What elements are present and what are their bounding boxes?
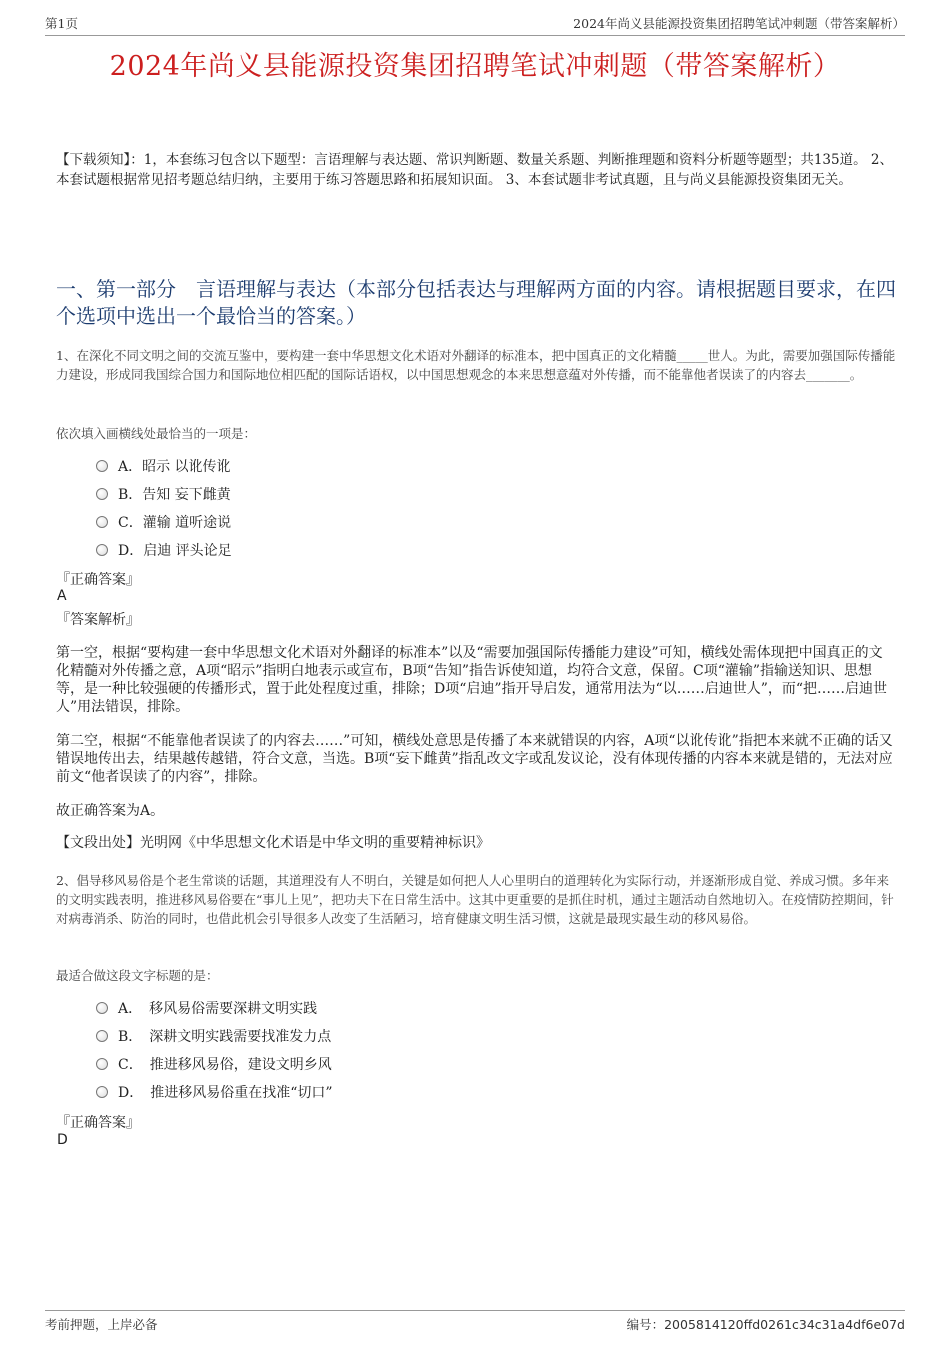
- option-label: D．启迪 评头论足: [118, 543, 232, 559]
- answer-label: 『正确答案』: [56, 572, 140, 588]
- radio-icon[interactable]: [96, 488, 108, 500]
- answer-value: D: [57, 1132, 68, 1148]
- page-header: [45, 14, 905, 36]
- footer-code: [627, 1315, 905, 1333]
- option-d[interactable]: [96, 536, 232, 564]
- radio-icon[interactable]: [96, 460, 108, 472]
- option-a[interactable]: [96, 994, 333, 1022]
- section-heading: 一、第一部分 言语理解与表达（本部分包括表达与理解两方面的内容。请根据题目要求，在四个选项中选出一个最恰当的答案。）: [56, 277, 896, 328]
- page-footer: [45, 1310, 905, 1333]
- option-label: B．告知 妄下雌黄: [118, 487, 231, 503]
- radio-icon[interactable]: [96, 544, 108, 556]
- document-title: 2024年尚义县能源投资集团招聘笔试冲刺题（带答案解析）: [109, 51, 841, 82]
- radio-icon[interactable]: [96, 1002, 108, 1014]
- radio-icon[interactable]: [96, 516, 108, 528]
- analysis-conclusion: 故正确答案为A。: [56, 803, 165, 819]
- analysis-paragraph-2: 第二空，根据“不能靠他者误读了的内容去……”可知，横线处意思是传播了本来就错误的内容，A项“以讹传讹”指把本来就不正确的话又错误地传出去，结果越传越错，符合文意，当选。B项“妄下雌黄”指乱改文字或乱发议论，没有体现传播的内容本来就是错的，无法对应前文“他者误读了的内容”，排除。: [56, 733, 893, 785]
- header-doc-title: 2024年尚义县能源投资集团招聘笔试冲刺题（带答案解析）: [573, 16, 905, 31]
- question-2-options: [96, 994, 333, 1106]
- radio-icon[interactable]: [96, 1030, 108, 1042]
- passage-source: 【文段出处】光明网《中华思想文化术语是中华文明的重要精神标识》: [56, 835, 490, 851]
- footer-code-label: 编号：: [626, 1317, 665, 1332]
- radio-icon[interactable]: [96, 1058, 108, 1070]
- option-label: A．昭示 以讹传讹: [118, 459, 231, 475]
- option-a[interactable]: [96, 452, 232, 480]
- question-2-stem: 2、倡导移风易俗是个老生常谈的话题，其道理没有人不明白，关键是如何把人人心里明白的道理转化为实际行动，并逐渐形成自觉、养成习惯。多年来的文明实践表明，推进移风易俗要在“事儿上见”，把功夫下在日常生活中。这其中更重要的是抓住时机，通过主题活动自然地切入。在疫情防控期间，针对病毒消杀、防治的同时，也借此机会引导很多人改变了生活陋习，培育健康文明生活习惯，这就是最现实最生动的移风易俗。: [56, 873, 894, 926]
- page-number: 第1页: [45, 16, 78, 31]
- option-label: D． 推进移风易俗重在找准“切口”: [118, 1085, 333, 1101]
- option-label: C．灌输 道听途说: [118, 515, 232, 531]
- option-c[interactable]: [96, 508, 232, 536]
- question-1-stem: 1、在深化不同文明之间的交流互鉴中，要构建一套中华思想文化术语对外翻译的标准本，把中国真正的文化精髓_____世人。为此，需要加强国际传播能力建设，形成同我国综合国力和国际地位相匹配的国际话语权，以中国思想观念的本来思想意蕴对外传播，而不能靠他者误读了的内容去_______。: [56, 348, 896, 382]
- answer-label: 『正确答案』: [56, 1115, 140, 1131]
- question-1-prompt: 依次填入画横线处最恰当的一项是：: [56, 426, 257, 441]
- analysis-paragraph-1: 第一空，根据“要构建一套中华思想文化术语对外翻译的标准本”以及“需要加强国际传播能力建设”可知，横线处需体现把中国真正的文化精髓对外传播之意，A项“昭示”指明白地表示或宣布，B项“告知”指告诉使知道，均符合文意，保留。C项“灌输”指输送知识、思想等，是一种比较强硬的传播形式，置于此处程度过重，排除；D项“启迪”指开导启发，通常用法为“以……启迪世人”，而“把……启迪世人”用法错误，排除。: [56, 645, 888, 715]
- question-1-options: [96, 452, 232, 564]
- answer-value: A: [57, 588, 67, 604]
- analysis-label: 『答案解析』: [56, 612, 140, 628]
- option-c[interactable]: [96, 1050, 333, 1078]
- option-b[interactable]: [96, 1022, 333, 1050]
- option-b[interactable]: [96, 480, 232, 508]
- question-2-prompt: 最适合做这段文字标题的是：: [56, 968, 219, 983]
- footer-slogan: 考前押题，上岸必备: [45, 1317, 158, 1332]
- option-label: B． 深耕文明实践需要找准发力点: [118, 1029, 332, 1045]
- option-d[interactable]: [96, 1078, 333, 1106]
- option-label: A． 移风易俗需要深耕文明实践: [118, 1001, 318, 1017]
- radio-icon[interactable]: [96, 1086, 108, 1098]
- option-label: C． 推进移风易俗，建设文明乡风: [118, 1057, 332, 1073]
- download-notice: 【下载须知】：1，本套练习包含以下题型：言语理解与表达题、常识判断题、数量关系题、判断推理题和资料分析题等题型；共135道。 2、本套试题根据常见招考题总结归纳，主要用于练习答题思路和拓展知识面。 3、本套试题非考试真题，且与尚义县能源投资集团无关。: [56, 152, 893, 188]
- footer-code-value: 2005814120ffd0261c34c31a4df6e07d: [664, 1317, 905, 1332]
